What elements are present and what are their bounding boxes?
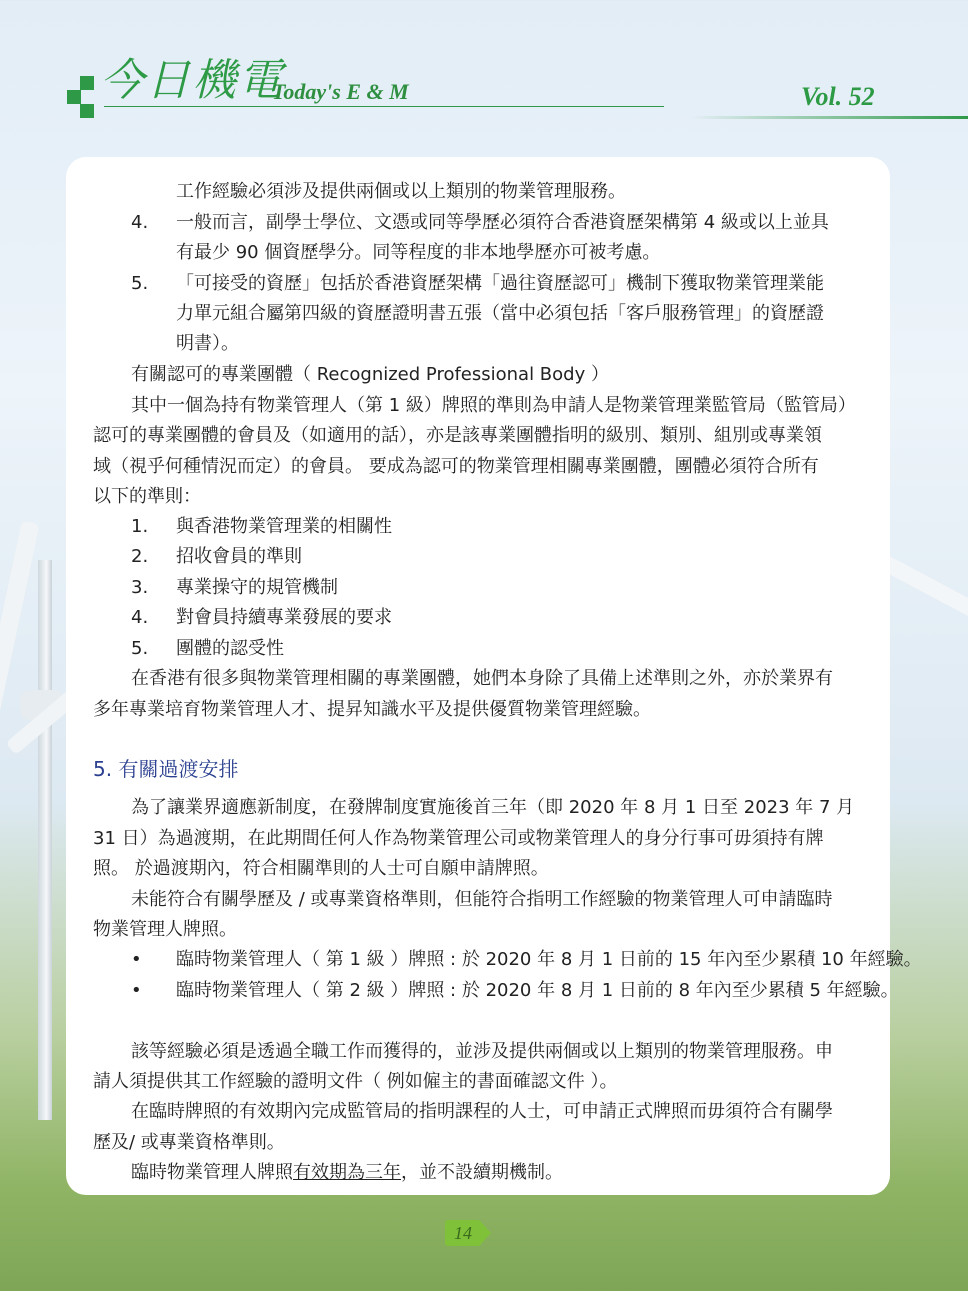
paragraph-line: 多年專業培育物業管理人才、提昇知識水平及提供優質物業管理經驗。 (93, 699, 651, 720)
paragraph-line: 歷及/ 或專業資格準則。 (93, 1132, 285, 1153)
volume-label: Vol. 52 (801, 82, 875, 111)
section-heading: 5. 有關過渡安排 (93, 757, 239, 781)
magazine-title: 今日機電 (100, 55, 284, 106)
paragraph-line: 其中一個為持有物業管理人（第 1 級）牌照的準則為申請人是物業管理業監管局（監管局） (131, 395, 856, 416)
paragraph-line: 一般而言，副學士學位、文憑或同等學歷必須符合香港資歷架構第 4 級或以上並具 (176, 212, 829, 233)
paragraph-line: 域（視乎何種情況而定）的會員。 要成為認可的物業管理相關專業團體，團體必須符合所有 (93, 456, 819, 477)
list-number: 5. (131, 273, 149, 294)
paragraph-line: 該等經驗必須是透過全職工作而獲得的，並涉及提供兩個或以上類別的物業管理服務。申 (131, 1041, 833, 1062)
paragraph-line: 明書）。 (176, 333, 239, 354)
paragraph-line: 力單元組合屬第四級的資歷證明書五張（當中必須包括「客戶服務管理」的資歷證 (176, 303, 824, 324)
list-number: 3. (131, 577, 149, 598)
wind-turbine-mast (38, 560, 52, 1120)
text-span: 臨時物業管理人牌照 (131, 1162, 293, 1183)
list-item: 臨時物業管理人（ 第 1 級 ）牌照 : 於 2020 年 8 月 1 日前的 15 年內至少累積 10 年經驗。 (176, 949, 922, 970)
paragraph-line: 照。 於過渡期內，符合相關準則的人士可自願申請牌照。 (93, 858, 549, 879)
paragraph-line: 認可的專業團體的會員及（如適用的話），亦是該專業團體指明的級別、類別、組別或專業領 (93, 425, 822, 446)
paragraph-line: 工作經驗必須涉及提供兩個或以上類別的物業管理服務。 (176, 181, 626, 202)
paragraph-line (131, 1161, 563, 1185)
header-rule (104, 106, 664, 107)
page-arrow-icon (481, 1222, 491, 1244)
underlined-text: 有效期為三年 (293, 1162, 401, 1183)
page-number: 14 (445, 1220, 481, 1246)
magazine-subtitle: Today's E & M (272, 79, 409, 104)
paragraph-line: 31 日）為過渡期，在此期間任何人作為物業管理公司或物業管理人的身分行事可毋須持有牌 (93, 828, 824, 849)
list-number: 4. (131, 212, 149, 233)
paragraph-line: 為了讓業界適應新制度，在發牌制度實施後首三年（即 2020 年 8 月 1 日至 2023 年 7 月 (131, 797, 855, 818)
list-number: 5. (131, 638, 149, 659)
paragraph-line: 以下的準則： (93, 486, 201, 507)
paragraph-line: 在香港有很多與物業管理相關的專業團體，她們本身除了具備上述準則之外，亦於業界有 (131, 668, 833, 689)
list-number: 2. (131, 546, 149, 567)
list-item: 團體的認受性 (176, 638, 284, 659)
bullet-icon: • (131, 949, 142, 970)
page-header (0, 0, 968, 140)
paragraph-line: 「可接受的資歷」包括於香港資歷架構「過往資歷認可」機制下獲取物業管理業能 (176, 273, 824, 294)
list-item: 與香港物業管理業的相關性 (176, 516, 392, 537)
list-number: 1. (131, 516, 149, 537)
text-span: ，並不設續期機制。 (401, 1162, 563, 1183)
list-item: 對會員持續專業發展的要求 (176, 607, 392, 628)
volume-rule (690, 116, 968, 119)
paragraph-line: 在臨時牌照的有效期內完成監管局的指明課程的人士，可申請正式牌照而毋須符合有關學 (131, 1101, 833, 1122)
bullet-icon: • (131, 980, 142, 1001)
subheading-line: 有關認可的專業團體（ Recognized Professional Body ） (131, 364, 609, 385)
list-item: 臨時物業管理人（ 第 2 級 ）牌照 : 於 2020 年 8 月 1 日前的 8 年內至少累積 5 年經驗。 (176, 980, 899, 1001)
list-item: 專業操守的規管機制 (176, 577, 338, 598)
wind-turbine-blade (878, 554, 968, 662)
list-number: 4. (131, 607, 149, 628)
paragraph-line: 請人須提供其工作經驗的證明文件（ 例如僱主的書面確認文件 ）。 (93, 1071, 618, 1092)
paragraph-line: 未能符合有關學歷及 / 或專業資格準則，但能符合指明工作經驗的物業管理人可申請臨時 (131, 889, 833, 910)
paragraph-line: 物業管理人牌照。 (93, 919, 237, 940)
list-item: 招收會員的準則 (176, 546, 302, 567)
paragraph-line: 有最少 90 個資歷學分。同等程度的非本地學歷亦可被考慮。 (176, 242, 661, 263)
